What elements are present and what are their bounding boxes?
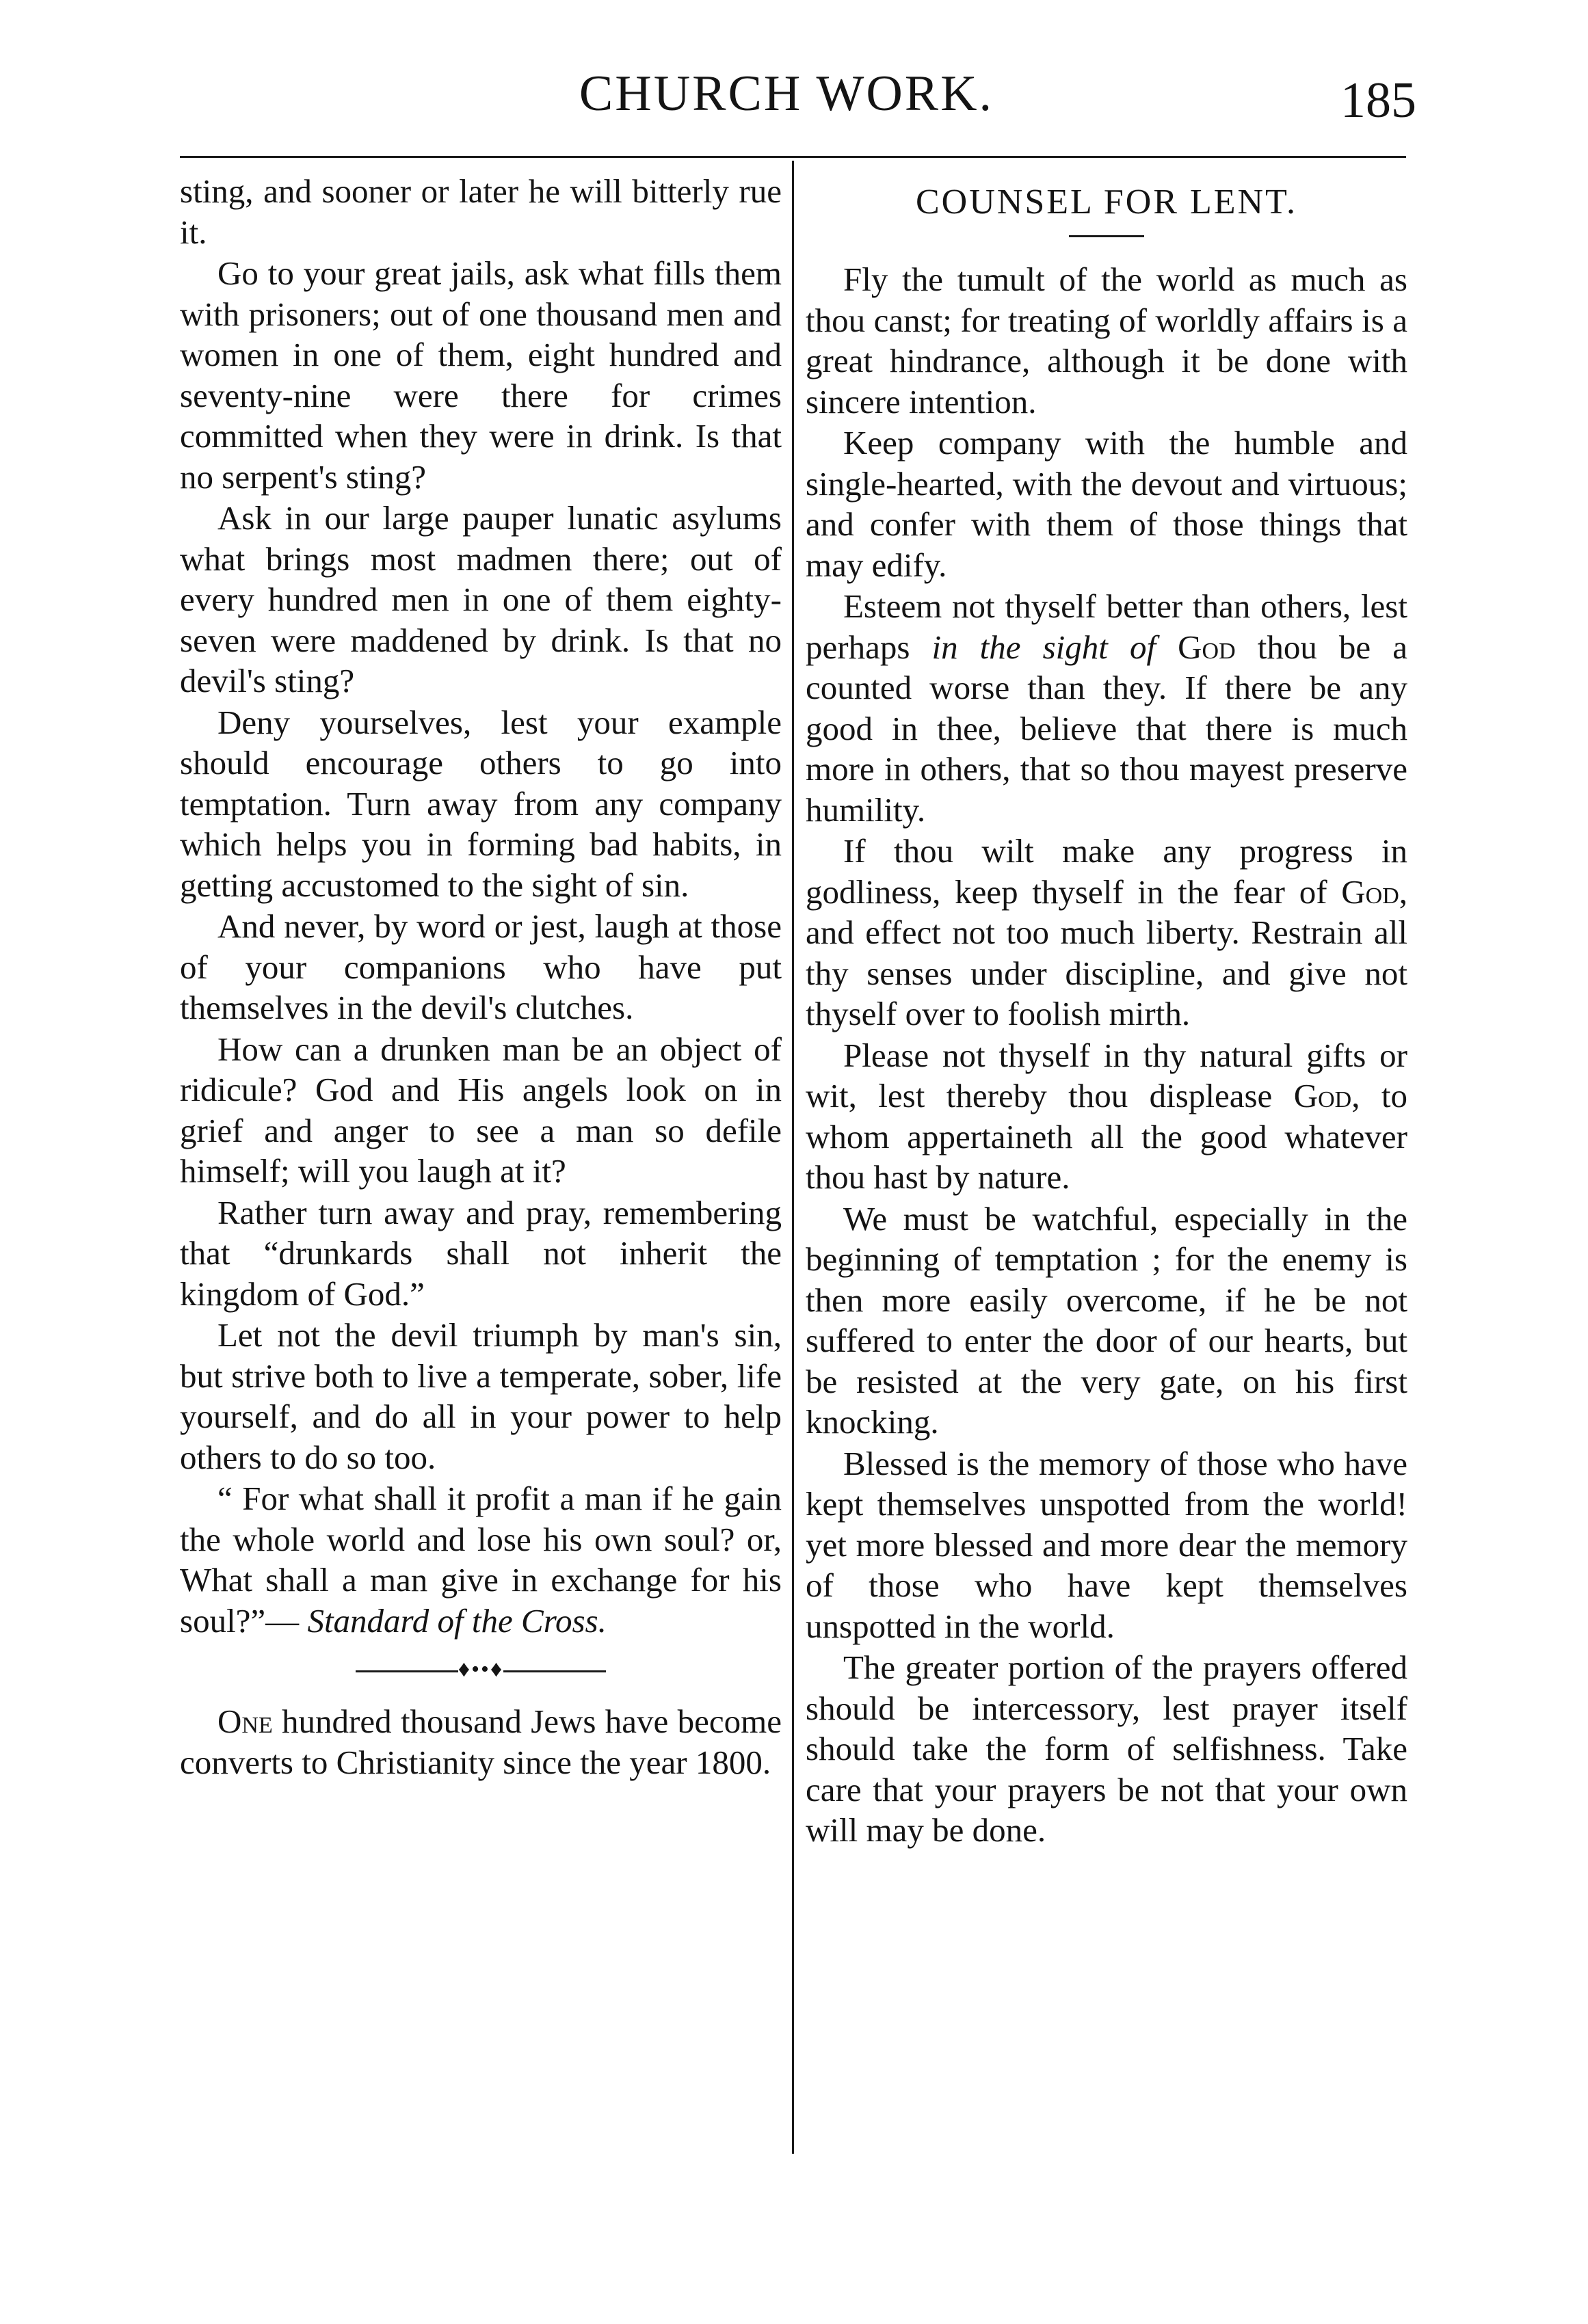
paragraph: Ask in our large pauper lunatic asylums what brings most madmen there; out of every hundred men in one of them eighty-seven were maddened by drink. Is that no devil's sting? [180,499,782,699]
running-header-title: CHURCH WORK. [579,66,994,122]
news-paragraph [180,1701,782,1782]
left-column [180,171,782,1783]
paragraph: Let not the devil triumph by man's sin, but strive both to live a temperate, sober, life yourself, and do all in your power to help others to do so too. [180,1316,782,1476]
quotation-text: “ For what shall it profit a man if he gain the whole world and lose his own soul? or, What shall a man give in exchange for his soul?”— [180,1480,782,1640]
paragraph-text: , and effect not too much liberty. Restrain all thy senses under discipline, and give not thyself over to foolish mirth. [806,872,1407,1032]
paragraph-text: , to whom appertaineth all the good whatever thou hast by nature. [806,1077,1407,1196]
paragraph: Keep company with the humble and single-hearted, with the devout and virtuous; and confer with them of those things that may edify. [806,424,1407,584]
paragraph: We must be watchful, especially in the beginning of temptation ; for the enemy is then more easily overcome, if he be not suffered to enter the door of our hearts, but be resisted at the very gate, on his first knocking. [806,1199,1407,1441]
paragraph-text: thou be a counted worse than they. If there be any good in thee, believe that there is much more in others, that so thou mayest preserve humility. [806,628,1407,829]
paragraph: Rather turn away and pray, remembering that “drunkards shall not inherit the kingdom of God.” [180,1193,782,1313]
divine-name: God [1178,628,1236,666]
divine-name: God [1293,1077,1352,1114]
paragraph [806,1035,1407,1198]
header-rule [180,156,1406,158]
italic-phrase: in the sight of [931,628,1156,666]
paragraph: sting, and sooner or later he will bitterly rue it. [180,172,782,251]
paragraph [806,586,1407,830]
ornament-rule-left [356,1670,458,1672]
paragraph: The greater portion of the prayers offered should be intercessory, lest prayer itself should take the form of selfishness. Take care that your prayers be not that your own will may be done. [806,1648,1407,1849]
page-number: 185 [1340,72,1416,129]
column-divider [792,161,794,2154]
lead-word: One [217,1702,273,1740]
paragraph-text: Please not thyself in thy natural gifts or wit, lest thereby thou displease [806,1036,1407,1114]
paragraph-text: hundred thousand Jews have become converts to Christianity since the year 1800. [180,1702,782,1781]
paragraph [806,831,1407,1034]
quotation-source: Standard of the Cross. [307,1601,607,1640]
quotation-paragraph [180,1478,782,1641]
paragraph: And never, by word or jest, laugh at those of your companions who have put themselves in the devil's clutches. [180,907,782,1026]
article-title: COUNSEL FOR LENT. [916,183,1297,222]
paragraph: How can a drunken man be an object of ridicule? God and His angels look on in grief and anger to see a man so defile himself; will you laugh at it? [180,1030,782,1190]
paragraph: Fly the tumult of the world as much as thou canst; for treating of worldly affairs is a great hindrance, although it be done with sincere intention. [806,261,1407,420]
divine-name: God [1341,872,1399,911]
paragraph: Deny yourselves, lest your example should encourage others to go into temptation. Turn away from any company which helps you in forming bad habits, in getting accustomed to the sight of sin. [180,703,782,904]
ornament-rule-right [503,1670,606,1672]
paragraph-text: If thou wilt make any progress in godliness, keep thyself in the fear of [806,832,1407,911]
paragraph: Go to your great jails, ask what fills them with prisoners; out of one thousand men and women in one of them, eight hundred and seventy-nine were there for crimes committed when they were in drink. Is that no serpent's sting? [180,254,782,496]
section-ornament [180,1656,782,1683]
right-column [806,171,1407,1852]
paragraph: Blessed is the memory of those who have kept themselves unspotted from the world! yet more blessed and more dear the memory of those who have kept themselves unspotted in the world. [806,1444,1407,1645]
ornament-glyphs: ♦••♦ [458,1657,504,1682]
paragraph-text: Esteem not thyself better than others, lest perhaps [806,587,1407,666]
title-rule [1069,235,1144,237]
